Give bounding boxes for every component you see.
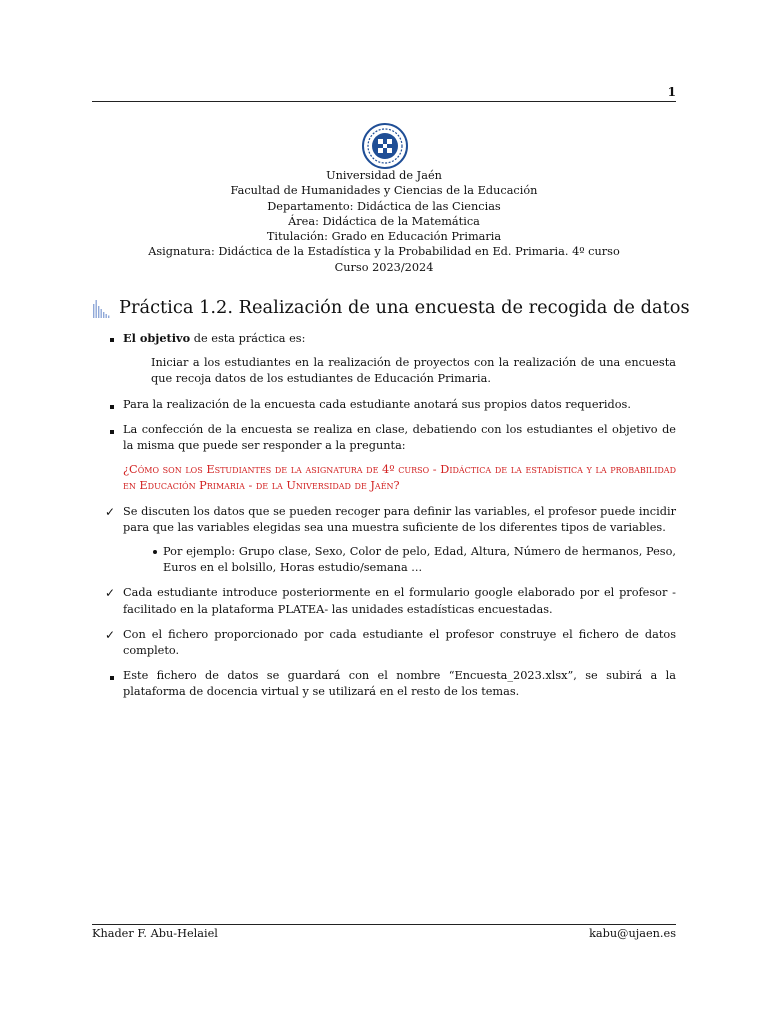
dot-bullet-icon <box>153 550 157 554</box>
square-bullet-icon <box>110 338 114 342</box>
objective-label: El objetivo <box>123 331 191 345</box>
objective-intro: de esta práctica es: <box>190 332 306 345</box>
degree-name: Titulación: Grado en Educación Primaria <box>266 230 502 244</box>
list-item-variables <box>105 504 676 577</box>
page-number: 1 <box>667 85 676 99</box>
data-entry-text: Para la realización de la encuesta cada estudiante anotará sus propios datos requeridos. <box>123 397 631 411</box>
course-year: Curso 2023/2024 <box>334 260 434 274</box>
area-name: Área: Didáctica de la Matemática <box>288 214 480 228</box>
full-file-text: Con el fichero proporcionado por cada estudiante el profesor construye el fichero de datos completo. <box>123 627 676 658</box>
university-name: Universidad de Jaén <box>326 169 442 182</box>
list-item-google-form <box>105 585 676 617</box>
square-bullet-icon <box>110 676 114 680</box>
footer-rule <box>92 924 676 925</box>
save-file-text: Este fichero de datos se guardará con el nombre “Encuesta_2023.xlsx”, se subirá a la plataforma de docencia virtual y se utilizará en el resto de los temas. <box>123 669 676 699</box>
faculty-name: Facultad de Humanidades y Ciencias de la Educación <box>230 184 538 198</box>
example-text: Por ejemplo: Grupo clase, Sexo, Color de pelo, Edad, Altura, Número de hermanos, Peso, Euros en el bolsillo, Horas estudio/semana ... <box>163 545 676 575</box>
department-name: Departamento: Didáctica de las Ciencias <box>267 199 501 213</box>
university-logo-icon <box>362 123 408 169</box>
bar-chart-icon <box>92 296 114 318</box>
content-list <box>105 330 676 710</box>
check-mark-icon: ✓ <box>105 586 116 601</box>
list-item-data-entry <box>108 397 676 413</box>
square-bullet-icon <box>110 405 114 409</box>
variables-text: Se discuten los datos que se pueden recoger para definir las variables, el profesor puede incidir para que las variables elegidas sea una muestra suficiente de los diferentes tipos de variables. <box>123 504 676 534</box>
section-heading <box>92 296 692 318</box>
objective-text: Iniciar a los estudiantes en la realización de proyectos con la realización de una encuesta que recoja datos de los estudiantes de Educación Primaria. <box>151 356 676 386</box>
list-item-save-file <box>108 668 676 700</box>
survey-question: ¿Cómo son los Estudiantes de la asignatura de 4º curso - Didáctica de la estadística y la probabilidad en Educación Primaria - de la Universidad de Jaén? <box>123 463 676 493</box>
check-mark-icon: ✓ <box>105 627 116 642</box>
subject-name: Asignatura: Didáctica de la Estadística y la Probabilidad en Ed. Primaria. 4º curso <box>148 245 620 259</box>
confection-text: La confección de la encuesta se realiza en clase, debatiendo con los estudiantes el objetivo de la misma que puede ser responder a la pregunta: <box>123 422 676 453</box>
list-item-full-file <box>105 627 676 659</box>
section-title: Práctica 1.2. Realización de una encuesta de recogida de datos <box>119 297 690 318</box>
google-form-text: Cada estudiante introduce posteriormente en el formulario google elaborado por el profesor - facilitado en la plataforma PLATEA- las unidades estadísticas encuestadas. <box>123 586 676 616</box>
header-rule <box>92 101 676 102</box>
footer-author: Khader F. Abu-Helaiel <box>92 927 218 940</box>
list-item-confection <box>108 422 676 495</box>
check-mark-icon: ✓ <box>105 504 116 519</box>
square-bullet-icon <box>110 430 114 434</box>
list-item-objective <box>108 330 676 388</box>
example-item <box>153 544 676 576</box>
institution-block <box>92 168 676 275</box>
footer-email[interactable]: kabu@ujaen.es <box>589 927 676 940</box>
